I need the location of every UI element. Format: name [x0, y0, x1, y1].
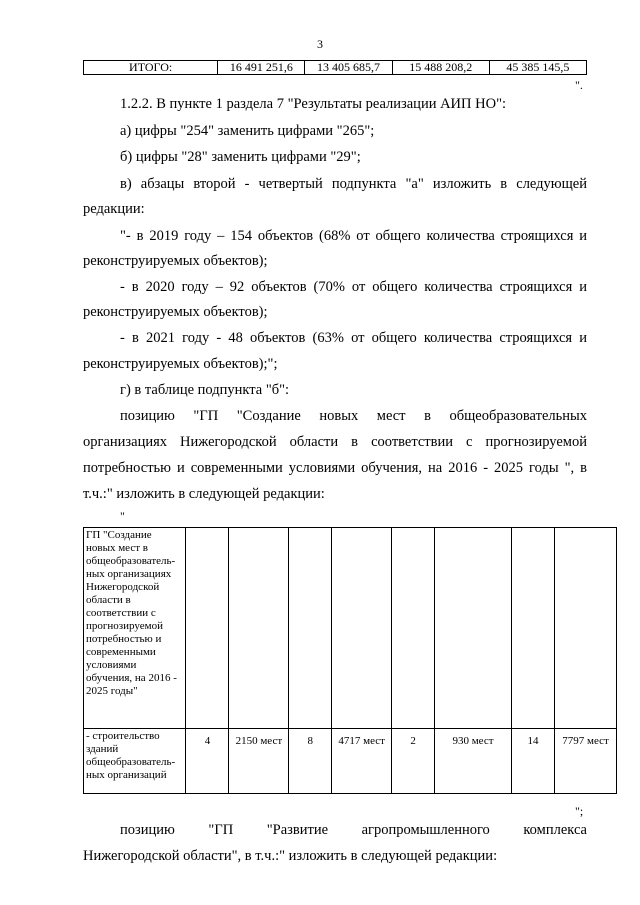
- table-cell: 4717 мест: [332, 729, 392, 794]
- table-cell: [511, 528, 554, 729]
- open-quote: ": [120, 509, 125, 523]
- data-table: [83, 527, 617, 794]
- table-cell: [289, 528, 332, 729]
- total-value: 13 405 685,7: [305, 61, 392, 75]
- table-cell: [555, 528, 617, 729]
- paragraph-line: "- в 2019 году – 154 объектов (68% от общего количества строящихся и: [120, 228, 587, 244]
- total-value: 45 385 145,5: [489, 61, 586, 75]
- paragraph-line: реконструируемых объектов);: [83, 304, 268, 320]
- table-cell: 930 мест: [435, 729, 512, 794]
- table-cell: 8: [289, 729, 332, 794]
- paragraph-line: Нижегородской области", в т.ч.:" изложить в следующей редакции:: [83, 848, 498, 864]
- table-cell: [435, 528, 512, 729]
- paragraph-line: организациях Нижегородской области в соответствии с прогнозируемой: [83, 434, 587, 450]
- table-cell: [392, 528, 435, 729]
- table-row: [84, 729, 617, 794]
- paragraph: а) цифры "254" заменить цифрами "265";: [120, 123, 375, 139]
- paragraph-line: - в 2020 году – 92 объектов (70% от общего количества строящихся и: [120, 279, 587, 295]
- table-cell: [229, 528, 289, 729]
- table-cell-label: - строительство зданий общеобразователь-ных организаций: [84, 729, 186, 794]
- paragraph-line: реконструируемых объектов);";: [83, 356, 278, 372]
- closing-quote: ";: [575, 804, 584, 818]
- table-cell-label: ГП "Создание новых мест в общеобразователь-ных организациях Нижегородской области в соответствии с прогнозируемой потребностью и современными условиями обучения, на 2016 - 2025 годы": [84, 528, 186, 729]
- paragraph-line: - в 2021 году - 48 объектов (63% от общего количества строящихся и: [120, 330, 587, 346]
- total-row: [84, 61, 587, 75]
- table-cell: 2: [392, 729, 435, 794]
- table-cell: 7797 мест: [555, 729, 617, 794]
- table-cell: [332, 528, 392, 729]
- total-value: 15 488 208,2: [392, 61, 489, 75]
- paragraph-line: потребностью и современными условиями обучения, на 2016 - 2025 годы ", в: [83, 460, 587, 476]
- paragraph-line: т.ч.:" изложить в следующей редакции:: [83, 486, 325, 502]
- paragraph-line: редакции:: [83, 201, 145, 217]
- page-number: 3: [317, 37, 323, 51]
- paragraph-line: в) абзацы второй - четвертый подпункта "а" изложить в следующей: [120, 176, 587, 192]
- paragraph-line: позицию "ГП "Создание новых мест в общеобразовательных: [120, 408, 587, 424]
- total-label: ИТОГО:: [84, 61, 218, 75]
- total-value: 16 491 251,6: [218, 61, 305, 75]
- paragraph: б) цифры "28" заменить цифрами "29";: [120, 149, 361, 165]
- paragraph-line: реконструируемых объектов);: [83, 253, 268, 269]
- table-cell: [186, 528, 229, 729]
- paragraph: 1.2.2. В пункте 1 раздела 7 "Результаты реализации АИП НО":: [120, 96, 507, 112]
- paragraph: г) в таблице подпункта "б":: [120, 382, 290, 398]
- table-cell: 14: [511, 729, 554, 794]
- closing-quote: ".: [575, 78, 583, 92]
- table-cell: 2150 мест: [229, 729, 289, 794]
- table-cell: 4: [186, 729, 229, 794]
- paragraph-line: позицию "ГП "Развитие агропромышленного комплекса: [120, 822, 587, 838]
- total-table: [83, 60, 587, 75]
- table-row: [84, 528, 617, 729]
